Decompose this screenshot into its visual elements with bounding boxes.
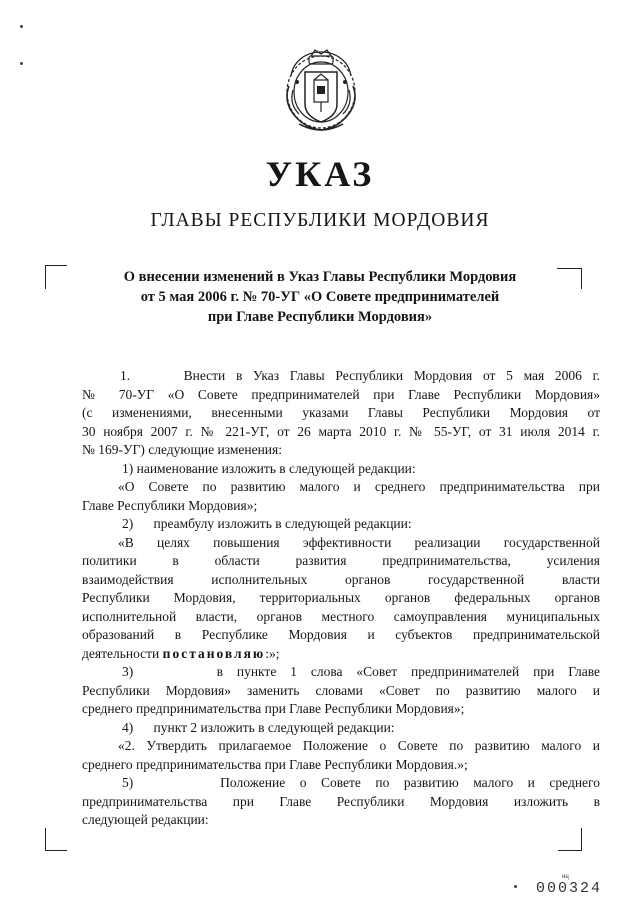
corner-bracket [45, 828, 67, 851]
quote-line: «В целях повышения эффективности реализации государственной [118, 534, 600, 550]
quote-line: политики в области развития предпринимательства, усиления [82, 553, 600, 568]
scan-mark [20, 25, 23, 28]
heading-line: от 5 мая 2006 г. № 70-УГ «О Совете предпринимателей [140, 289, 500, 305]
subitem-text: пункт 2 изложить в следующей редакции: [153, 719, 395, 735]
subitem-number: 4) [122, 719, 134, 735]
subitem-line [82, 663, 600, 682]
paragraph-line: № 70-УГ «О Совете предпринимателей при Главе Республики Мордовия» [82, 386, 600, 402]
quote-line: «2. Утвердить прилагаемое Положение о Совете по развитию малого и [118, 738, 600, 753]
subitem-line: среднего предпринимательства при Главе Республики Мордовия»; [82, 701, 465, 716]
item-number: 1. [120, 368, 131, 383]
quote-line: «О Совете по развитию малого и среднего предпринимательства при [118, 479, 600, 494]
spaced-keyword: постановляю [162, 645, 266, 661]
scan-mark [20, 62, 23, 65]
subitem-label [82, 719, 600, 738]
stamp-superscript: нц [562, 874, 569, 880]
issuer-subtitle: ГЛАВЫ РЕСПУБЛИКИ МОРДОВИЯ [150, 210, 490, 231]
heading-line: О внесении изменений в Указ Главы Республики Мордовия [123, 269, 517, 285]
quote-line: Республики Мордовия, территориальных органов федеральных органов [82, 590, 600, 605]
subitem-number: 3) [122, 664, 134, 679]
subitem-label [82, 515, 600, 534]
paragraph-line: (с изменениями, внесенными указами Главы Республики Мордовия от [82, 405, 600, 420]
quote-line: образований в Республике Мордовия и субъектов предпринимательской [82, 627, 600, 642]
heading-line: при Главе Республики Мордовия» [207, 309, 433, 325]
subitem-number: 5) [122, 775, 134, 790]
quote-text: :»; [265, 645, 280, 661]
subitem-text: в пункте 1 слова «Совет предпринимателей при Главе [216, 664, 600, 679]
subitem-line: Республики Мордовия» заменить словами «Совет по развитию малого и [82, 682, 600, 698]
coat-of-arms-emblem [275, 46, 367, 134]
quote-text: деятельности [82, 645, 160, 661]
paragraph-line: № 169-УГ) следующие изменения: [82, 442, 282, 457]
paragraph-line: 30 ноября 2007 г. № 221-УГ, от 26 марта 2010 г. № 55-УГ, от 31 июля 2014 г. [82, 423, 600, 439]
decree-body [82, 367, 600, 830]
item-text: Внести в Указ Главы Республики Мордовия от 5 мая 2006 г. [183, 368, 600, 383]
subitem-line [82, 774, 600, 793]
subitem-label: 1) наименование изложить в следующей редакции: [122, 460, 416, 476]
quote-line: взаимодействия исполнительных органов государственной власти [82, 571, 600, 587]
quote-line: среднего предпринимательства при Главе Республики Мордовия.»; [82, 756, 468, 772]
paragraph-line [82, 367, 600, 386]
quote-line [82, 645, 600, 664]
subitem-text: преамбулу изложить в следующей редакции: [153, 516, 412, 531]
subitem-line: предпринимательства при Главе Республики Мордовия изложить в [82, 793, 600, 809]
serial-number-stamp: 000324 [536, 880, 603, 897]
subitem-line: следующей редакции: [82, 812, 209, 827]
scan-mark [514, 885, 517, 888]
document-type-title: УКАЗ [265, 154, 375, 194]
quote-line: Главе Республики Мордовия»; [82, 497, 258, 513]
subitem-text: Положение о Совете по развитию малого и среднего [220, 775, 600, 790]
corner-bracket [558, 828, 582, 851]
decree-heading [0, 267, 640, 327]
quote-line: исполнительной власти, органов местного самоуправления муниципальных [82, 608, 600, 624]
subitem-number: 2) [122, 516, 134, 531]
